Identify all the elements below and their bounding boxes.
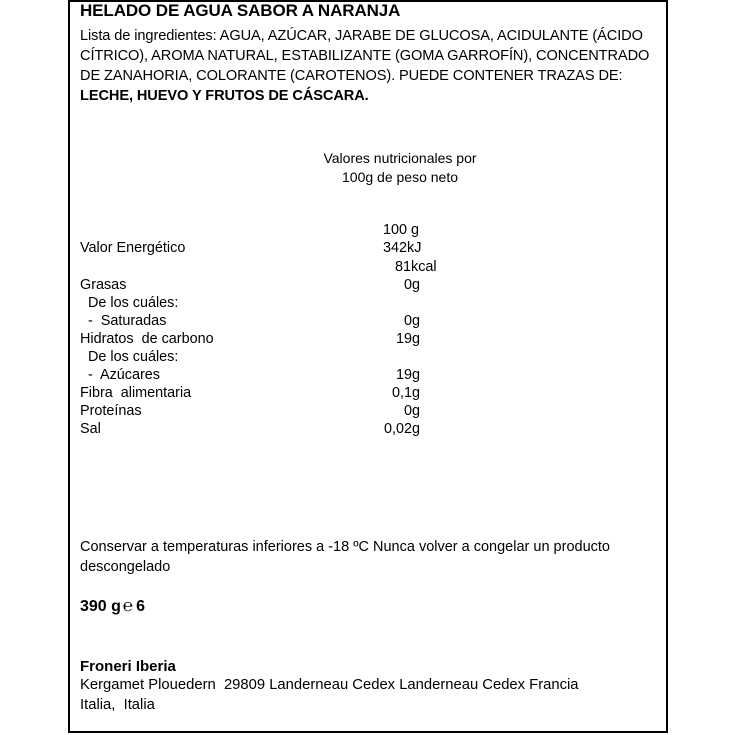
nutrition-row-label: De los cuáles:: [80, 349, 179, 365]
nutrition-row-label: Fibra alimentaria: [80, 385, 192, 401]
nutrition-row-label: Proteínas: [80, 403, 142, 419]
company-address: [80, 675, 579, 715]
nutrition-row-value: 0,1g: [391, 385, 420, 401]
nutrition-row-value: 19g: [395, 367, 420, 383]
nutrition-row-label: Hidratos de carbono: [80, 331, 214, 347]
estimated-sign-icon: ℮: [122, 596, 134, 615]
nutrition-row-label: - Azúcares: [80, 367, 160, 383]
nutrition-column-header: 100 g: [383, 222, 420, 238]
address-line2: Italia, Italia: [80, 697, 155, 713]
storage-instructions: Conservar a temperaturas inferiores a -18 ºC Nunca volver a congelar un producto descongelado: [80, 539, 610, 575]
nutrition-row-value: 0,02g: [383, 421, 420, 437]
ingredients-text: Lista de ingredientes: AGUA, AZÚCAR, JARABE DE GLUCOSA, ACIDULANTE (ÁCIDO CÍTRICO), AROMA NATURAL, ESTABILIZANTE (GOMA GARROFÍN), CONCENTRADO DE ZANAHORIA, COLORANTE (CAROTENOS). PUEDE CONTENER TRAZAS DE:: [80, 28, 650, 84]
product-title: HELADO DE AGUA SABOR A NARANJA: [80, 1, 401, 20]
nutrition-row-label: - Saturadas: [80, 313, 167, 329]
net-weight-value: 390 g: [80, 598, 121, 615]
energy-kcal: 81kcal: [395, 259, 437, 275]
allergens-text: LECHE, HUEVO Y FRUTOS DE CÁSCARA.: [80, 88, 369, 104]
nutrition-row-label: Sal: [80, 421, 101, 437]
ingredients-list: [80, 26, 660, 106]
nutrition-header-line1: Valores nutricionales por: [323, 150, 477, 166]
nutrition-header-line2: 100g de peso neto: [342, 169, 458, 185]
address-line1: Kergamet Plouedern 29809 Landerneau Cedex Landerneau Cedex Francia: [80, 677, 579, 693]
energy-label: Valor Energético: [80, 240, 186, 256]
nutrition-row-label: Grasas: [80, 277, 127, 293]
nutrition-row-value: 0g: [403, 403, 420, 419]
net-weight: [80, 596, 145, 616]
nutrition-row-label: De los cuáles:: [80, 295, 179, 311]
unit-count: 6: [136, 598, 146, 615]
energy-kj: 342kJ: [383, 240, 422, 256]
nutrition-row-value: 0g: [403, 313, 420, 329]
nutrition-row-value: 0g: [403, 277, 420, 293]
company-name: Froneri Iberia: [80, 658, 176, 675]
nutrition-row-value: 19g: [395, 331, 420, 347]
nutrition-header: [300, 149, 500, 187]
